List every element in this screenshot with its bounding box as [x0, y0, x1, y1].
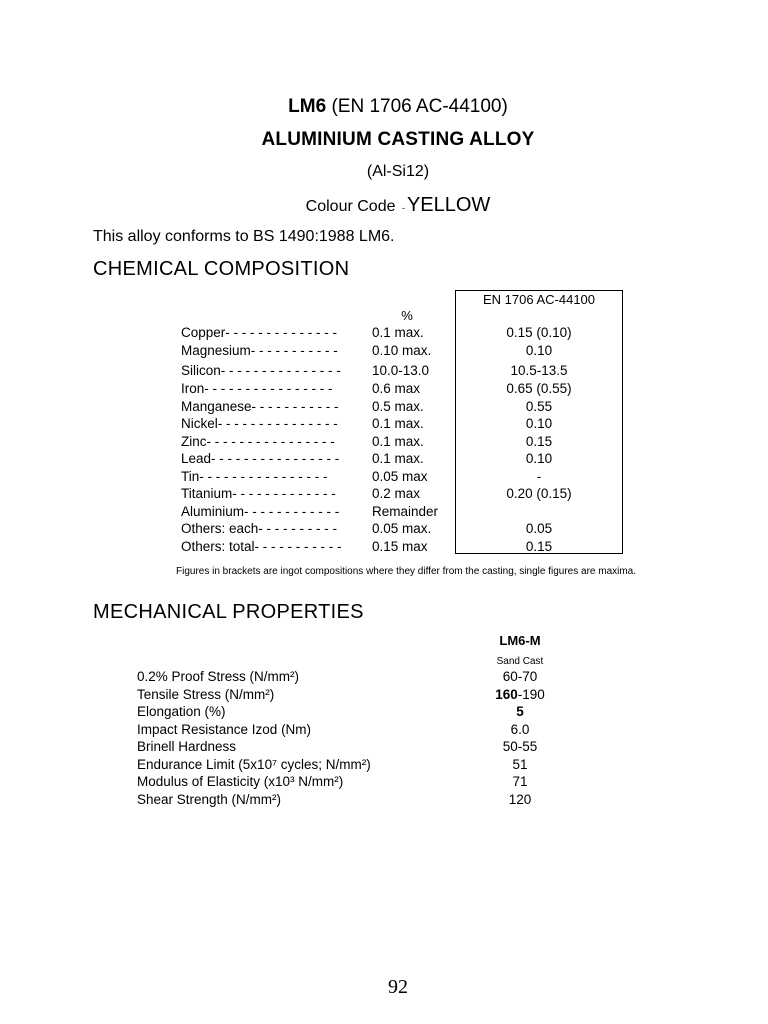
- chem-element-label: Manganese- - - - - - - - - - -: [181, 399, 339, 414]
- colour-code-line: [0, 194, 768, 217]
- chem-percent-value: 0.15 max: [372, 539, 428, 554]
- mech-property-value-text: 51: [512, 757, 528, 772]
- chem-percent-value: 0.1 max.: [372, 434, 424, 449]
- colour-code-label: Colour Code: [305, 198, 396, 215]
- chem-element-label: Others: each- - - - - - - - - -: [181, 521, 338, 536]
- mech-property-value-text: 60-70: [502, 669, 538, 684]
- chem-element-label: Titanium- - - - - - - - - - - - -: [181, 486, 336, 501]
- mech-property-label: Elongation (%): [137, 704, 226, 719]
- chem-percent-value: 0.10 max.: [372, 343, 432, 358]
- chem-en-value: 0.15: [525, 539, 553, 554]
- mech-property-value: [470, 669, 570, 684]
- chem-en-value: 0.15: [525, 434, 553, 449]
- chem-percent-value: 0.2 max: [372, 486, 421, 501]
- chem-element-label: Zinc- - - - - - - - - - - - - - - -: [181, 434, 335, 449]
- mech-property-value: [470, 792, 570, 807]
- mech-property-label: Endurance Limit (5x10⁷ cycles; N/mm²): [137, 757, 371, 772]
- chem-percent-value: 0.1 max.: [372, 416, 424, 431]
- chem-element-label: Iron- - - - - - - - - - - - - - - -: [181, 381, 333, 396]
- conformance-statement: This alloy conforms to BS 1490:1988 LM6.: [93, 228, 395, 245]
- chem-percent-value: 0.05 max.: [372, 521, 432, 536]
- mechanical-column-header: LM6-M: [499, 633, 541, 648]
- mech-property-label: Impact Resistance Izod (Nm): [137, 722, 312, 737]
- colour-code-separator: -: [401, 203, 405, 213]
- chem-element-label: Lead- - - - - - - - - - - - - - - -: [181, 451, 340, 466]
- mech-property-value: [470, 757, 570, 772]
- mech-property-value: [470, 774, 570, 789]
- chem-en-value: 0.55: [525, 399, 553, 414]
- chem-element-label: Nickel- - - - - - - - - - - - - - -: [181, 416, 338, 431]
- mech-property-label: Modulus of Elasticity (x10³ N/mm²): [137, 774, 344, 789]
- mech-property-label: Brinell Hardness: [137, 739, 237, 754]
- chem-percent-value: 0.1 max.: [372, 325, 424, 340]
- percent-column-header: %: [401, 308, 413, 323]
- alloy-formula: (Al-Si12): [366, 163, 430, 180]
- chem-percent-value: 0.6 max: [372, 381, 421, 396]
- chem-element-label: Silicon- - - - - - - - - - - - - - -: [181, 363, 341, 378]
- chem-en-value: 0.10: [525, 451, 553, 466]
- chem-en-value: -: [536, 469, 542, 484]
- en-standard-column-header: EN 1706 AC-44100: [482, 292, 596, 307]
- document-subtitle: ALUMINIUM CASTING ALLOY: [261, 129, 535, 150]
- page-number: 92: [388, 976, 408, 998]
- mechanical-properties-heading: MECHANICAL PROPERTIES: [93, 601, 364, 623]
- mech-property-value-text: 50-55: [502, 739, 538, 754]
- chem-en-value: 10.5-13.5: [510, 363, 568, 378]
- chem-en-value: 0.10: [525, 343, 553, 358]
- mech-property-value: [470, 687, 570, 702]
- chemical-composition-heading: CHEMICAL COMPOSITION: [93, 258, 350, 280]
- chem-en-value: 0.15 (0.10): [506, 325, 572, 340]
- composition-footnote: Figures in brackets are ingot compositions where they differ from the casting, single figures are maxima.: [176, 566, 637, 577]
- alloy-code: LM6: [288, 96, 327, 117]
- chem-element-label: Others: total- - - - - - - - - - -: [181, 539, 342, 554]
- mech-property-label: Shear Strength (N/mm²): [137, 792, 282, 807]
- mech-property-label: Tensile Stress (N/mm²): [137, 687, 275, 702]
- alloy-designation: (EN 1706 AC-44100): [331, 96, 508, 117]
- chem-en-value: 0.05: [525, 521, 553, 536]
- chem-en-value: 0.10: [525, 416, 553, 431]
- mech-property-value-text: 6.0: [510, 722, 530, 737]
- document-title: [0, 96, 768, 118]
- mech-property-value-bold: 5: [516, 704, 524, 719]
- mechanical-column-subheader: Sand Cast: [496, 656, 544, 667]
- chem-percent-value: Remainder: [372, 504, 439, 519]
- mech-property-value-bold: 160: [495, 687, 518, 702]
- chem-element-label: Copper- - - - - - - - - - - - - -: [181, 325, 337, 340]
- chem-element-label: Magnesium- - - - - - - - - - -: [181, 343, 338, 358]
- chem-percent-value: 0.5 max.: [372, 399, 424, 414]
- chem-element-label: Aluminium- - - - - - - - - - - -: [181, 504, 340, 519]
- mech-property-value-text: 71: [512, 774, 528, 789]
- chem-percent-value: 0.05 max: [372, 469, 428, 484]
- mech-property-value: [470, 722, 570, 737]
- mech-property-label: 0.2% Proof Stress (N/mm²): [137, 669, 300, 684]
- chem-percent-value: 10.0-13.0: [372, 363, 430, 378]
- chem-en-value: 0.20 (0.15): [506, 486, 572, 501]
- colour-code-value: YELLOW: [406, 194, 491, 216]
- mech-property-value-text: -190: [517, 687, 545, 702]
- mech-property-value: [470, 739, 570, 754]
- mech-property-value-text: 120: [508, 792, 532, 807]
- chem-en-value: 0.65 (0.55): [506, 381, 572, 396]
- mech-property-value: [470, 704, 570, 719]
- chem-element-label: Tin- - - - - - - - - - - - - - - -: [181, 469, 328, 484]
- chem-percent-value: 0.1 max.: [372, 451, 424, 466]
